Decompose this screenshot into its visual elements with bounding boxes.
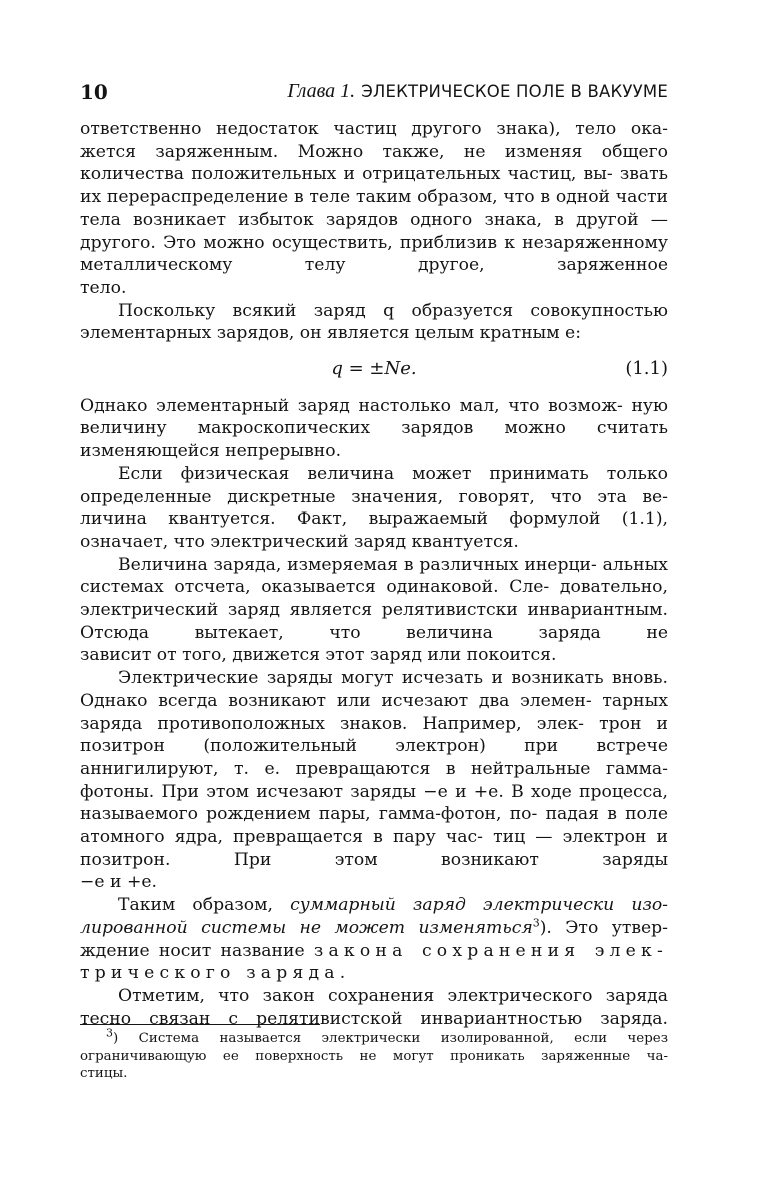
paragraph-6: [80, 667, 668, 871]
text-line: Электрические заряды могут исчезать и возникать: [118, 668, 604, 689]
text-line: процесса, называемого рождением пары, гамма-фотон, по-: [80, 781, 669, 825]
text-line: личина квантуется. Факт, выражаемый формулой (1.1),: [80, 509, 668, 530]
page-number: 10: [80, 80, 108, 104]
chapter-title: ЭЛЕКТРИЧЕСКОЕ ПОЛЕ В ВАКУУМЕ: [361, 82, 668, 101]
equation-1-1: [80, 358, 668, 381]
text-line: Величина заряда, измеряемая в различных инерци-: [118, 554, 597, 575]
footnote-line-3: [80, 1065, 668, 1083]
paragraph-7: [80, 894, 668, 917]
text-line: определенные дискретные значения, говорят, что эта ве-: [80, 486, 668, 507]
text-line: ждение носит название: [80, 940, 314, 961]
text-line: Однако элементарный заряд настолько мал, что возмож-: [80, 395, 623, 416]
chapter-label: Глава 1.: [287, 80, 356, 102]
text-line: Отметим, что закон сохранения электрического заряда: [118, 986, 668, 1006]
paragraph-4-last-line: [80, 531, 668, 554]
footnote-text: ограничивающую ее поверхность не могут проникать заряженные ча-: [80, 1048, 668, 1064]
text-line: означает, что электрический заряд квантуется.: [80, 531, 519, 552]
footnote-reference: 3: [532, 916, 540, 930]
page-header: [80, 72, 668, 110]
footnote-3: [80, 1026, 668, 1083]
body-text: [80, 118, 668, 1030]
footnote-marker: 3: [106, 1026, 113, 1040]
law-name-spaced: закона сохранения элек-: [313, 940, 668, 961]
footnote-divider: [80, 1024, 320, 1025]
footnote-line-2: [80, 1048, 668, 1066]
equation-number: (1.1): [625, 358, 668, 380]
text-line: ную величину макроскопических зарядов можно считать: [80, 395, 668, 439]
text-line: ). Это утвер-: [539, 917, 668, 938]
text-line: зависит от того, движется этот заряд или покоится.: [80, 645, 557, 666]
paragraph-2: [80, 300, 668, 323]
law-statement-italic: суммарный заряд электрически изо-: [290, 895, 668, 916]
running-head: [287, 80, 668, 103]
paragraph-2-last-line: [80, 322, 668, 345]
text-line: изменяющейся непрерывно.: [80, 441, 342, 462]
paragraph-4: [80, 463, 668, 531]
paragraph-7-line-4: [80, 962, 668, 985]
text-line: −e и +e.: [80, 872, 157, 893]
text-line: довательно, электрический заряд является релятивистски: [80, 577, 668, 621]
text-line: альных системах отсчета, оказывается одинаковой. Сле-: [80, 554, 668, 598]
footnote-text: стицы.: [80, 1066, 128, 1081]
text-line: в другой — другого. Это можно осуществить, приблизив к: [80, 209, 668, 253]
paragraph-8: [80, 985, 668, 1008]
text-line: жется заряженным. Можно также, не изменяя общего: [80, 141, 668, 162]
law-name-spaced: трического заряда: [80, 963, 340, 984]
text-line: трон и позитрон (положительный электрон) при встрече: [80, 713, 668, 757]
text-line: Если физическая величина может принимать только: [118, 463, 668, 484]
text-line: тарных заряда противоположных знаков. Например, элек-: [80, 690, 669, 734]
text-line: незаряженному металлическому телу другое, заряженное: [80, 232, 668, 276]
paragraph-6-last-line: [80, 871, 668, 894]
text-line: звать их перераспределение в теле таким образом, что в: [80, 164, 668, 208]
text-line: аннигилируют, т. е. превращаются в нейтральные гамма-: [80, 758, 668, 779]
paragraph-7-line-2: [80, 917, 668, 940]
text-line: инвариантным. Отсюда вытекает, что величина заряда не: [80, 600, 668, 643]
law-statement-italic: лированной системы не может изменяться: [80, 917, 533, 938]
text-line: элементарных зарядов, он является целым кратным e:: [80, 323, 582, 344]
text-line: Таким образом,: [118, 895, 291, 916]
text-line: Поскольку всякий заряд q образуется совокупностью: [118, 300, 668, 321]
text-line: ответственно недостаток частиц другого знака), тело ока-: [80, 119, 668, 139]
text-line: тиц — электрон и позитрон. При этом возникают заряды: [80, 827, 668, 870]
text-line: падая в поле атомного ядра, превращается в пару час-: [80, 804, 668, 848]
text-line: .: [339, 963, 346, 984]
footnote-text: ) Система называется электрически изолированной, если через: [113, 1031, 668, 1046]
text-line: одной части тела возникает избыток зарядов одного знака,: [80, 187, 669, 230]
footnote-line-1: [80, 1026, 668, 1048]
paragraph-5-last-line: [80, 644, 668, 667]
paragraph-3-last-line: [80, 440, 668, 463]
text-line: тело.: [80, 277, 127, 298]
paragraph-3: [80, 395, 668, 440]
paragraph-1-last-line: [80, 277, 668, 300]
paragraph-8-last-line: [80, 1008, 668, 1031]
text-line: фотоны. При этом исчезают заряды −e и +e. В ходе: [80, 781, 572, 802]
paragraph-1: [80, 118, 668, 277]
text-line: тесно связан с релятивистской инвариантностью заряда.: [80, 1008, 668, 1029]
paragraph-7-line-3: [80, 940, 668, 963]
equation-body: q = ±Ne.: [331, 358, 417, 380]
text-line: вновь. Однако всегда возникают или исчезают два элемен-: [80, 668, 669, 711]
text-line: количества положительных и отрицательных частиц, вы-: [80, 164, 613, 185]
paragraph-5: [80, 554, 668, 645]
